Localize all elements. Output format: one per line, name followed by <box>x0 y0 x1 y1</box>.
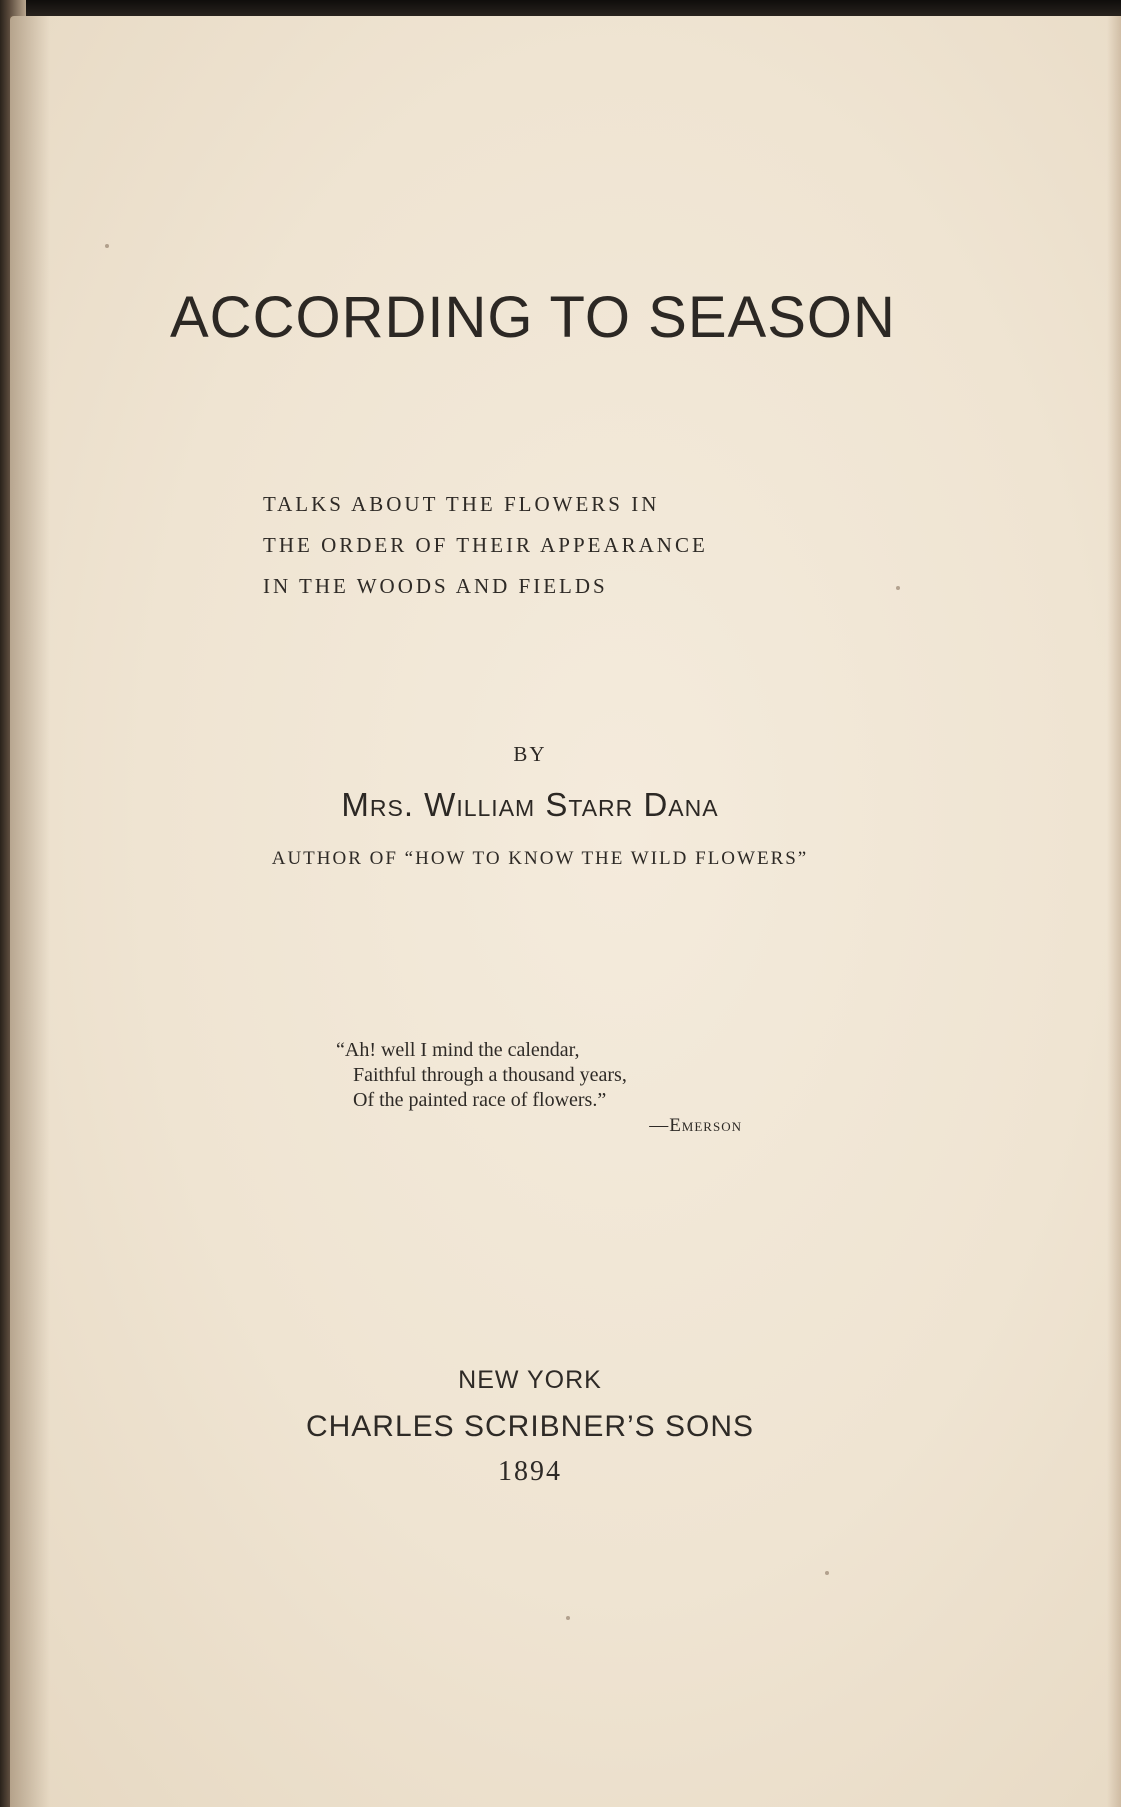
book-title: ACCORDING TO SEASON <box>170 285 896 350</box>
title-page <box>10 16 1121 1807</box>
epigraph-line: “Ah! well I mind the calendar, <box>336 1039 580 1061</box>
epigraph <box>336 1038 756 1138</box>
by-line: BY <box>513 742 547 766</box>
imprint-city: NEW YORK <box>458 1366 602 1394</box>
subtitle-line: THE ORDER OF THEIR APPEARANCE <box>263 533 708 557</box>
paper-speck <box>105 244 109 248</box>
imprint-publisher: CHARLES SCRIBNER’S SONS <box>305 1410 755 1443</box>
author-credit: AUTHOR OF “HOW TO KNOW THE WILD FLOWERS” <box>271 848 809 869</box>
imprint-year: 1894 <box>498 1456 562 1487</box>
epigraph-line: Faithful through a thousand years, <box>353 1064 627 1086</box>
subtitle-line: TALKS ABOUT THE FLOWERS IN <box>263 492 660 516</box>
imprint <box>280 1362 780 1492</box>
paper-speck <box>566 1616 570 1620</box>
paper-speck <box>896 586 900 590</box>
paper-speck <box>825 1571 829 1575</box>
epigraph-attribution: —Emerson <box>649 1115 742 1136</box>
author-name: Mrs. William Starr Dana <box>341 786 719 823</box>
subtitle <box>263 484 823 607</box>
subtitle-line: IN THE WOODS AND FIELDS <box>263 574 608 598</box>
epigraph-line: Of the painted race of flowers.” <box>353 1089 607 1111</box>
